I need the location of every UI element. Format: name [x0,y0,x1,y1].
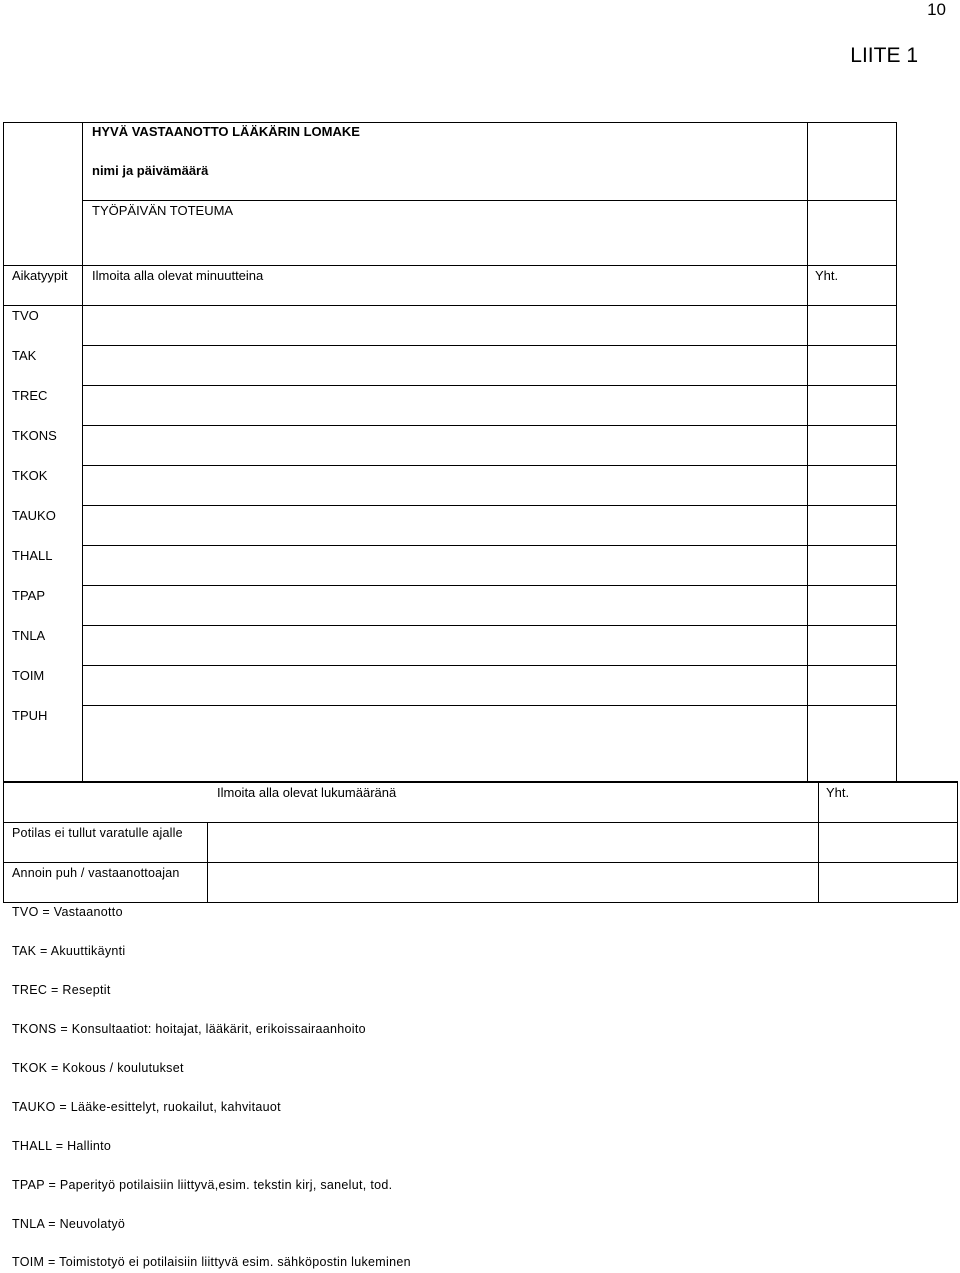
row-divider [82,545,897,546]
time-row-tnla: TNLA [12,628,46,643]
row-divider [82,200,897,201]
table-border-left [3,122,4,782]
count-row-phone-appointment: Annoin puh / vastaanottoajan [12,866,180,880]
time-row-toim: TOIM [12,668,45,683]
legend-item: TKOK = Kokous / koulutukset [12,1061,184,1075]
row-divider [82,465,897,466]
time-row-tak: TAK [12,348,37,363]
count-instruction: Ilmoita alla olevat lukumääränä [217,785,397,800]
row-divider [3,305,897,306]
legend-item: TPAP = Paperityö potilaisiin liittyvä,esim. tekstin kirj, sanelut, tod. [12,1178,393,1192]
time-row-thall: THALL [12,548,53,563]
legend-item: TAUKO = Lääke-esittelyt, ruokailut, kahvitauot [12,1100,281,1114]
legend-item: TKONS = Konsultaatiot: hoitajat, lääkärit, erikoissairaanhoito [12,1022,366,1036]
row-divider [82,345,897,346]
time-type-header: Aikatyypit [12,268,68,283]
table-border-bottom [3,902,958,903]
legend-item: TOIM = Toimistotyö ei potilaisiin liittyvä esim. sähköpostin lukeminen [12,1255,411,1269]
row-divider [3,822,958,823]
row-divider [82,585,897,586]
column-divider-total [807,122,808,782]
row-divider [3,265,897,266]
legend-item: TREC = Reseptit [12,983,111,997]
column-divider-type [82,122,83,782]
time-row-tauko: TAUKO [12,508,56,523]
row-divider [82,705,897,706]
row-divider [82,625,897,626]
legend-item: TVO = Vastaanotto [12,905,123,919]
table-border-top [3,122,897,123]
time-row-trec: TREC [12,388,48,403]
legend-item: TAK = Akuuttikäynti [12,944,126,958]
workday-label: TYÖPÄIVÄN TOTEUMA [92,203,234,218]
legend-item: THALL = Hallinto [12,1139,112,1153]
time-row-tkons: TKONS [12,428,57,443]
column-divider-total [818,781,819,903]
time-row-tvo: TVO [12,308,39,323]
table-border-left [3,781,4,903]
row-divider [82,665,897,666]
time-row-tpap: TPAP [12,588,45,603]
table-border-right [957,781,958,903]
count-total-header: Yht. [826,785,850,800]
form-title: HYVÄ VASTAANOTTO LÄÄKÄRIN LOMAKE [92,124,360,139]
table-border-top [3,781,958,783]
time-row-tkok: TKOK [12,468,48,483]
appendix-label: LIITE 1 [850,44,918,67]
time-row-tpuh: TPUH [12,708,48,723]
time-instruction: Ilmoita alla olevat minuutteina [92,268,264,283]
row-divider [3,862,958,863]
row-divider [82,505,897,506]
row-divider [82,425,897,426]
row-divider [82,385,897,386]
legend-item: TNLA = Neuvolatyö [12,1217,126,1231]
page-number: 10 [927,0,946,19]
time-total-header: Yht. [815,268,839,283]
name-date-label: nimi ja päivämäärä [92,163,209,178]
count-row-no-show: Potilas ei tullut varatulle ajalle [12,826,183,840]
table-border-right [896,122,897,782]
